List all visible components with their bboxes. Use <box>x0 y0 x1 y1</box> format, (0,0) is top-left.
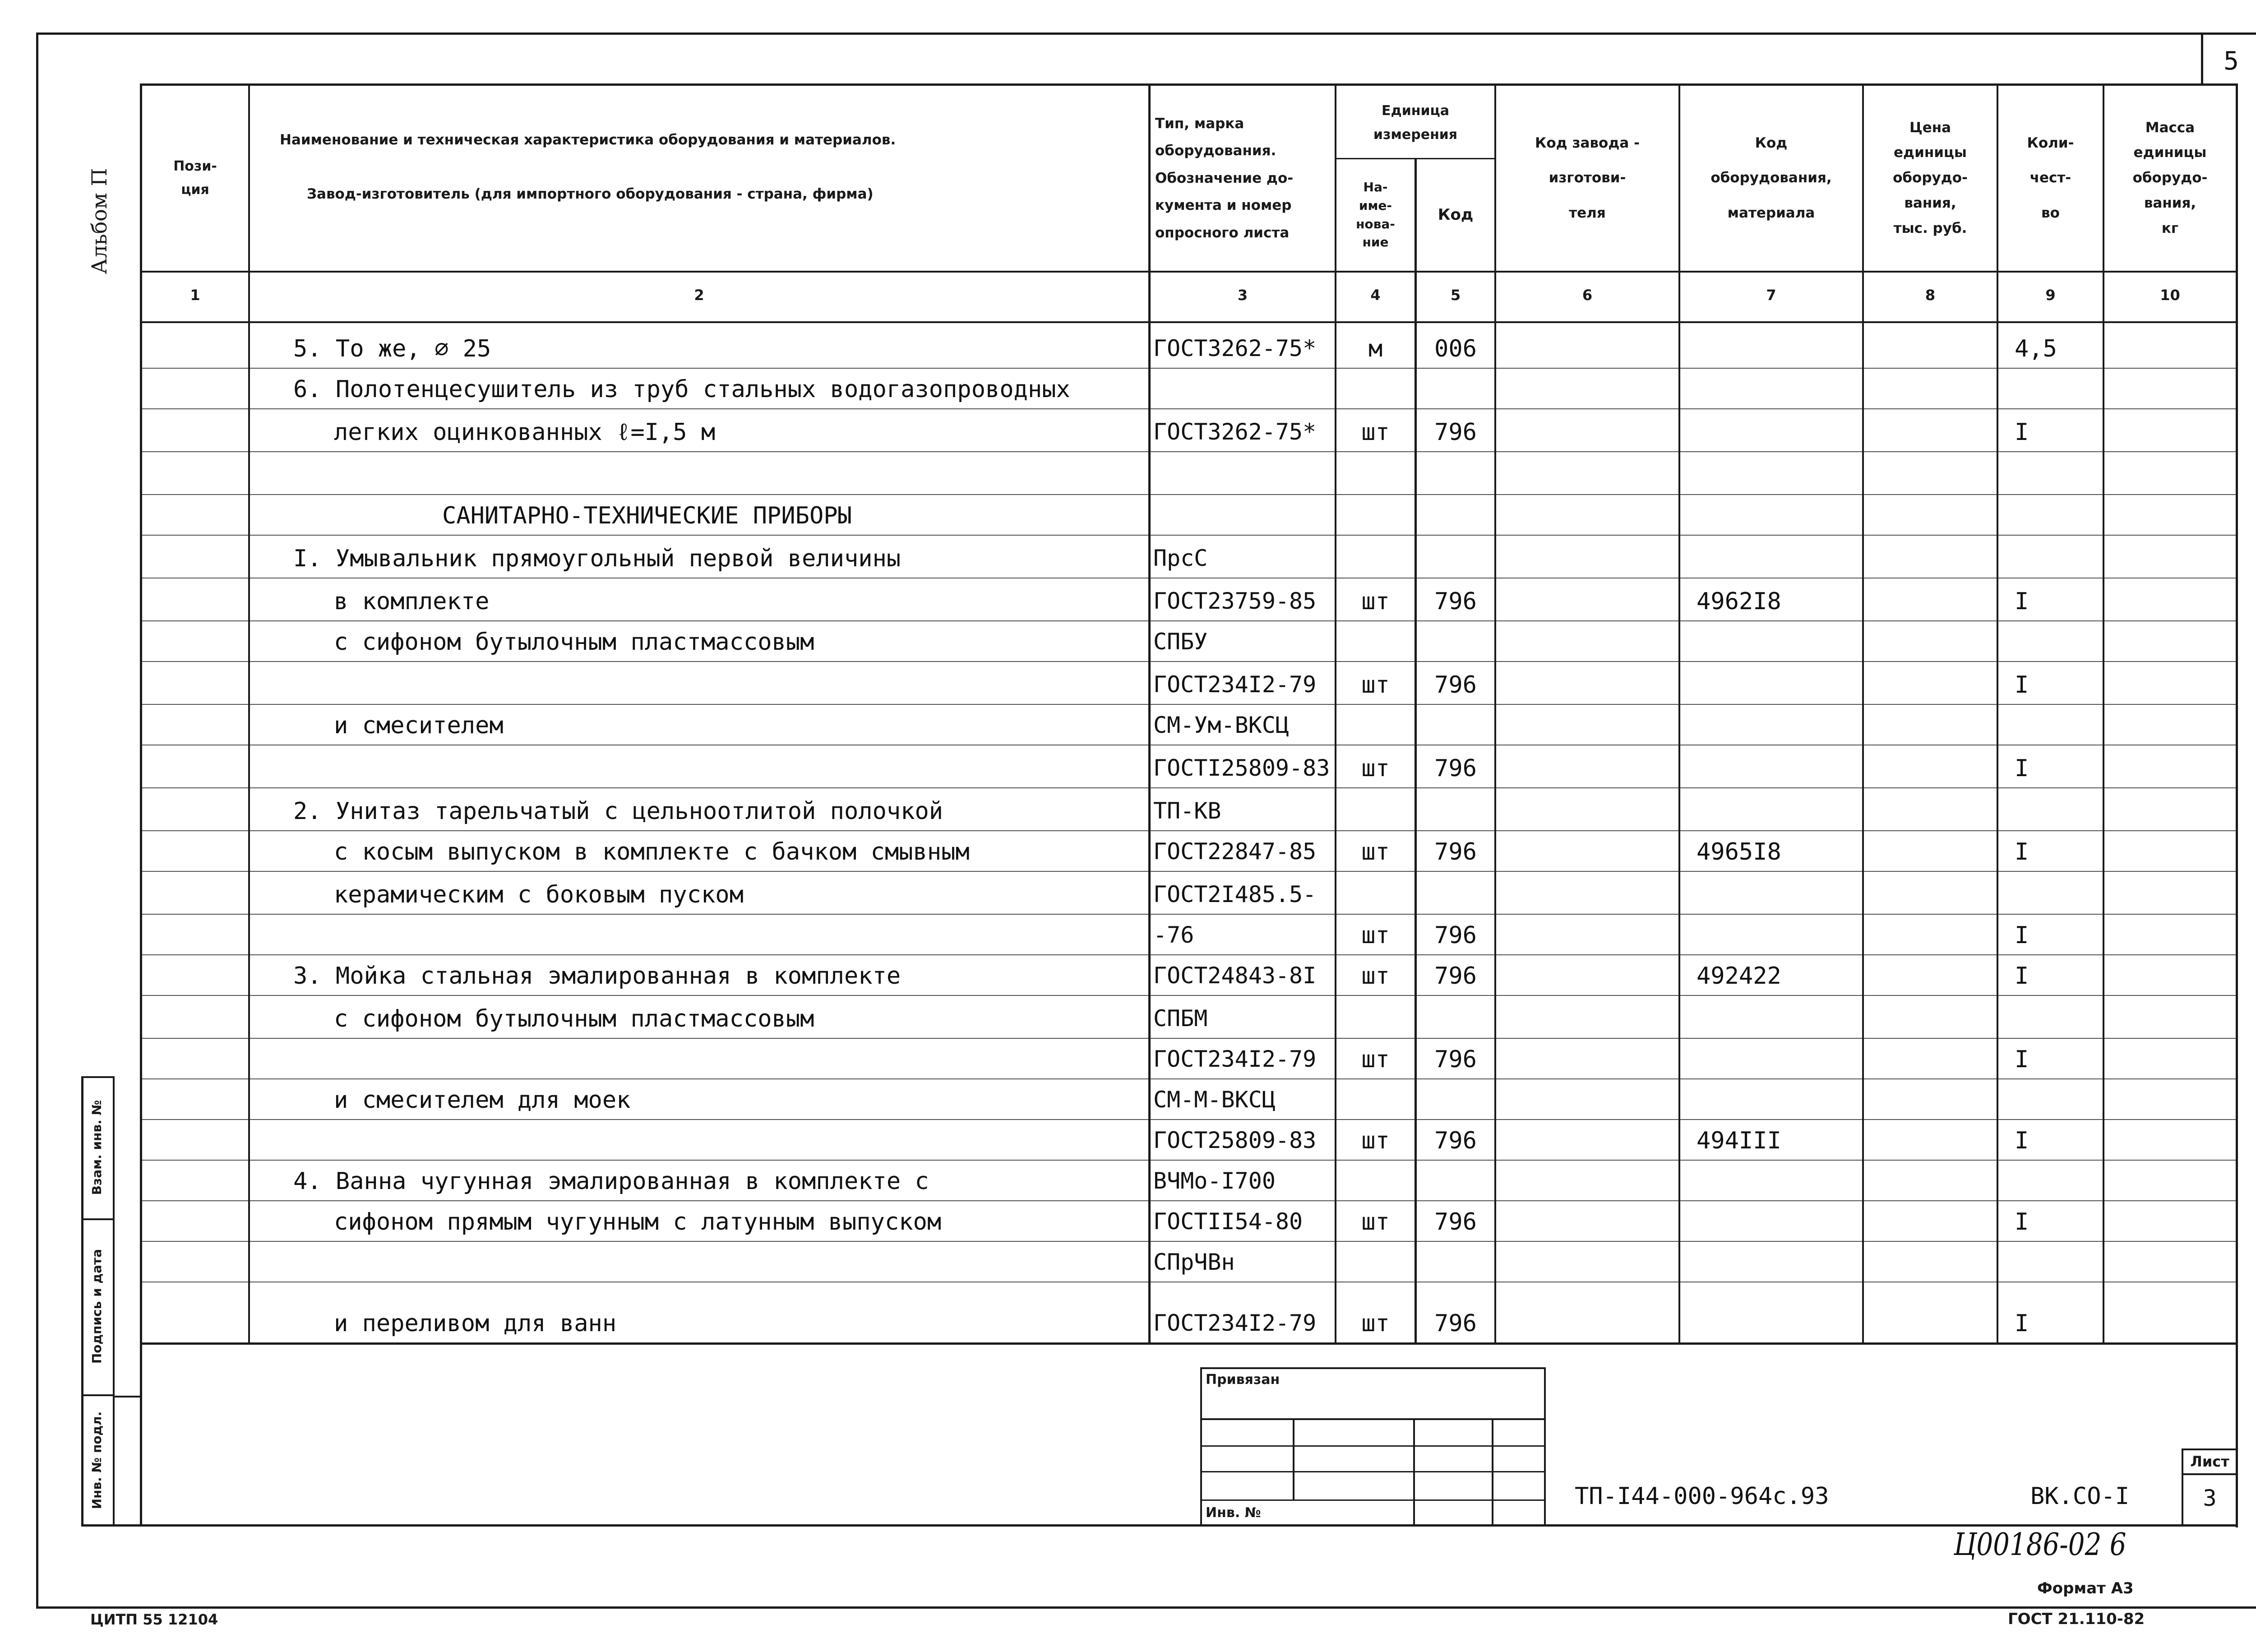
item-name: 2. Унитаз тарельчатый с цельноотлитой полочкой <box>293 798 943 825</box>
item-unit-code: 796 <box>1434 1046 1477 1073</box>
item-document: ПрсС <box>1153 545 1208 571</box>
item-document: СМ-М-ВКСЦ <box>1153 1087 1276 1113</box>
item-unit: шт <box>1361 419 1390 446</box>
item-name: сифоном прямым чугунным с латунным выпуском <box>334 1208 942 1236</box>
item-quantity: I <box>2015 1208 2029 1236</box>
item-name: и смесителем для моек <box>334 1087 631 1114</box>
item-name: с сифоном бутылочным пластмассовым <box>334 1005 814 1032</box>
item-unit-code: 796 <box>1434 755 1477 782</box>
header-price: Цена единицы оборудо- вания, тыс. руб. <box>1893 119 1968 236</box>
item-name: с косым выпуском в комплекте с бачком смывным <box>334 838 970 865</box>
item-document: ГОСТ25809-83 <box>1153 1127 1317 1153</box>
item-quantity: 4,5 <box>2015 335 2057 362</box>
header-unit-name: На- име- нова- ние <box>1356 180 1395 250</box>
item-name: в комплекте <box>334 588 490 615</box>
standard-label: ГОСТ 21.110-82 <box>2008 1610 2145 1628</box>
item-unit: шт <box>1361 922 1390 949</box>
section-code: ВК.СО-I <box>2030 1483 2130 1510</box>
item-unit-code: 796 <box>1434 963 1477 990</box>
item-unit-code: 006 <box>1434 335 1477 362</box>
col-number-4: 4 <box>1370 287 1381 304</box>
item-name: САНИТАРНО-ТЕХНИЧЕСКИЕ ПРИБОРЫ <box>442 502 852 529</box>
frame-bottom <box>36 1606 2256 1609</box>
item-unit-code: 796 <box>1434 838 1477 865</box>
col-number-7: 7 <box>1766 287 1776 304</box>
frame-top <box>36 32 2256 35</box>
item-document: ГОСТ3262-75* <box>1153 419 1317 445</box>
item-name: 6. Полотенцесушитель из труб стальных водогазопроводных <box>293 376 1070 403</box>
item-document: СПрЧВн <box>1153 1249 1235 1275</box>
item-unit-code: 796 <box>1434 1310 1477 1337</box>
sheet-number: 3 <box>2203 1485 2217 1511</box>
item-unit: шт <box>1361 1310 1390 1337</box>
item-name: и переливом для ванн <box>334 1310 617 1337</box>
item-name: керамическим с боковым пуском <box>334 881 744 908</box>
item-name: и смесителем <box>334 712 504 739</box>
item-equipment-code: 494III <box>1697 1127 1781 1154</box>
item-document: ГОСТ2I485.5- <box>1153 881 1317 907</box>
item-document: СПБУ <box>1153 629 1208 655</box>
item-unit: шт <box>1361 838 1390 865</box>
header-type: Тип, марка оборудования. Обозначение до- кумента и номер опросного листа <box>1155 115 1294 241</box>
item-name: с сифоном бутылочным пластмассовым <box>334 629 814 656</box>
col-number-1: 1 <box>190 287 200 304</box>
privyazan-label: Привязан <box>1206 1372 1280 1388</box>
item-quantity: I <box>2015 1310 2029 1337</box>
col-number-5: 5 <box>1450 287 1461 304</box>
item-document: ГОСТ24843-8I <box>1153 963 1317 989</box>
inv-no-label: Инв. № <box>1206 1505 1261 1521</box>
header-unit-code: Код <box>1438 205 1474 224</box>
item-name: 5. То же, ∅ 25 <box>293 335 491 362</box>
header-factory-code: Код завода - изготови- теля <box>1535 134 1640 221</box>
item-name: 3. Мойка стальная эмалированная в комплекте <box>293 963 901 990</box>
item-quantity: I <box>2015 755 2029 782</box>
header-name-line1: Наименование и техническая характеристика оборудования и материалов. <box>280 131 896 148</box>
item-document: ТП-КВ <box>1153 798 1221 824</box>
item-quantity: I <box>2015 838 2029 865</box>
item-document: ГОСТ234I2-79 <box>1153 1310 1317 1336</box>
vzam-inv-label: Взам. инв. № <box>89 1100 104 1195</box>
item-document: ГОСТI25809-83 <box>1153 755 1330 781</box>
header-quantity: Коли- чест- во <box>2027 134 2074 221</box>
item-quantity: I <box>2015 588 2029 615</box>
document-designation: ТП-I44-000-964с.93 <box>1575 1483 1829 1510</box>
header-position: Пози- ция <box>173 158 217 198</box>
col-number-8: 8 <box>1925 287 1936 304</box>
col-number-10: 10 <box>2160 287 2180 304</box>
header-equipment-code: Код оборудования, материала <box>1710 134 1832 221</box>
item-document: ГОСТII54-80 <box>1153 1208 1303 1235</box>
format-label: Формат А3 <box>2037 1579 2134 1597</box>
item-quantity: I <box>2015 922 2029 949</box>
item-unit: шт <box>1361 963 1390 990</box>
signature-date-label: Подпись и дата <box>89 1249 104 1364</box>
item-equipment-code: 492422 <box>1697 963 1781 990</box>
item-document: ГОСТ234I2-79 <box>1153 671 1317 698</box>
item-unit: шт <box>1361 1046 1390 1073</box>
item-unit-code: 796 <box>1434 588 1477 615</box>
header-unit-group: Единица измерения <box>1373 103 1458 143</box>
item-document: ГОСТ22847-85 <box>1153 838 1317 865</box>
item-document: ГОСТ234I2-79 <box>1153 1046 1317 1072</box>
item-unit-code: 796 <box>1434 671 1477 699</box>
item-quantity: I <box>2015 963 2029 990</box>
item-document: ГОСТ3262-75* <box>1153 335 1317 361</box>
item-document: -76 <box>1153 922 1194 948</box>
page-number: 5 <box>2224 46 2239 76</box>
item-name: 4. Ванна чугунная эмалированная в комплекте с <box>293 1168 929 1195</box>
item-unit: шт <box>1361 671 1390 699</box>
frame-left <box>36 32 38 1608</box>
item-document: ВЧМо-I700 <box>1153 1168 1276 1194</box>
item-quantity: I <box>2015 419 2029 446</box>
header-name-line2: Завод-изготовитель (для импортного оборудования - страна, фирма) <box>307 185 874 202</box>
item-document: ГОСТ23759-85 <box>1153 588 1317 614</box>
item-document: СМ-Ум-ВКСЦ <box>1153 712 1290 738</box>
item-name: легких оцинкованных ℓ=I,5 м <box>334 419 716 446</box>
item-unit: шт <box>1361 1127 1390 1154</box>
item-document: СПБМ <box>1153 1005 1208 1032</box>
sheet-label: Лист <box>2190 1453 2229 1470</box>
col-number-6: 6 <box>1582 287 1593 304</box>
item-unit-code: 796 <box>1434 922 1477 949</box>
col-number-2: 2 <box>694 287 704 304</box>
item-unit-code: 796 <box>1434 1127 1477 1154</box>
item-unit-code: 796 <box>1434 419 1477 446</box>
item-quantity: I <box>2015 1127 2029 1154</box>
cintp-label: ЦИТП 55 12104 <box>90 1611 218 1628</box>
col-number-9: 9 <box>2045 287 2056 304</box>
handwritten-code: Ц00186-02 6 <box>1954 1527 2127 1563</box>
item-unit: шт <box>1361 755 1390 782</box>
item-unit-code: 796 <box>1434 1208 1477 1236</box>
col-number-3: 3 <box>1237 287 1248 304</box>
item-unit: м <box>1368 335 1383 362</box>
item-equipment-code: 4965I8 <box>1697 838 1781 865</box>
item-unit: шт <box>1361 588 1390 615</box>
item-name: I. Умывальник прямоугольный первой величины <box>293 545 901 572</box>
inv-podl-label: Инв. № подл. <box>89 1411 104 1509</box>
item-quantity: I <box>2015 1046 2029 1073</box>
album-label: Альбом П <box>87 168 111 274</box>
item-equipment-code: 4962I8 <box>1697 588 1781 615</box>
item-unit: шт <box>1361 1208 1390 1236</box>
header-mass: Масса единицы оборудо- вания, кг <box>2132 119 2208 236</box>
item-quantity: I <box>2015 671 2029 699</box>
